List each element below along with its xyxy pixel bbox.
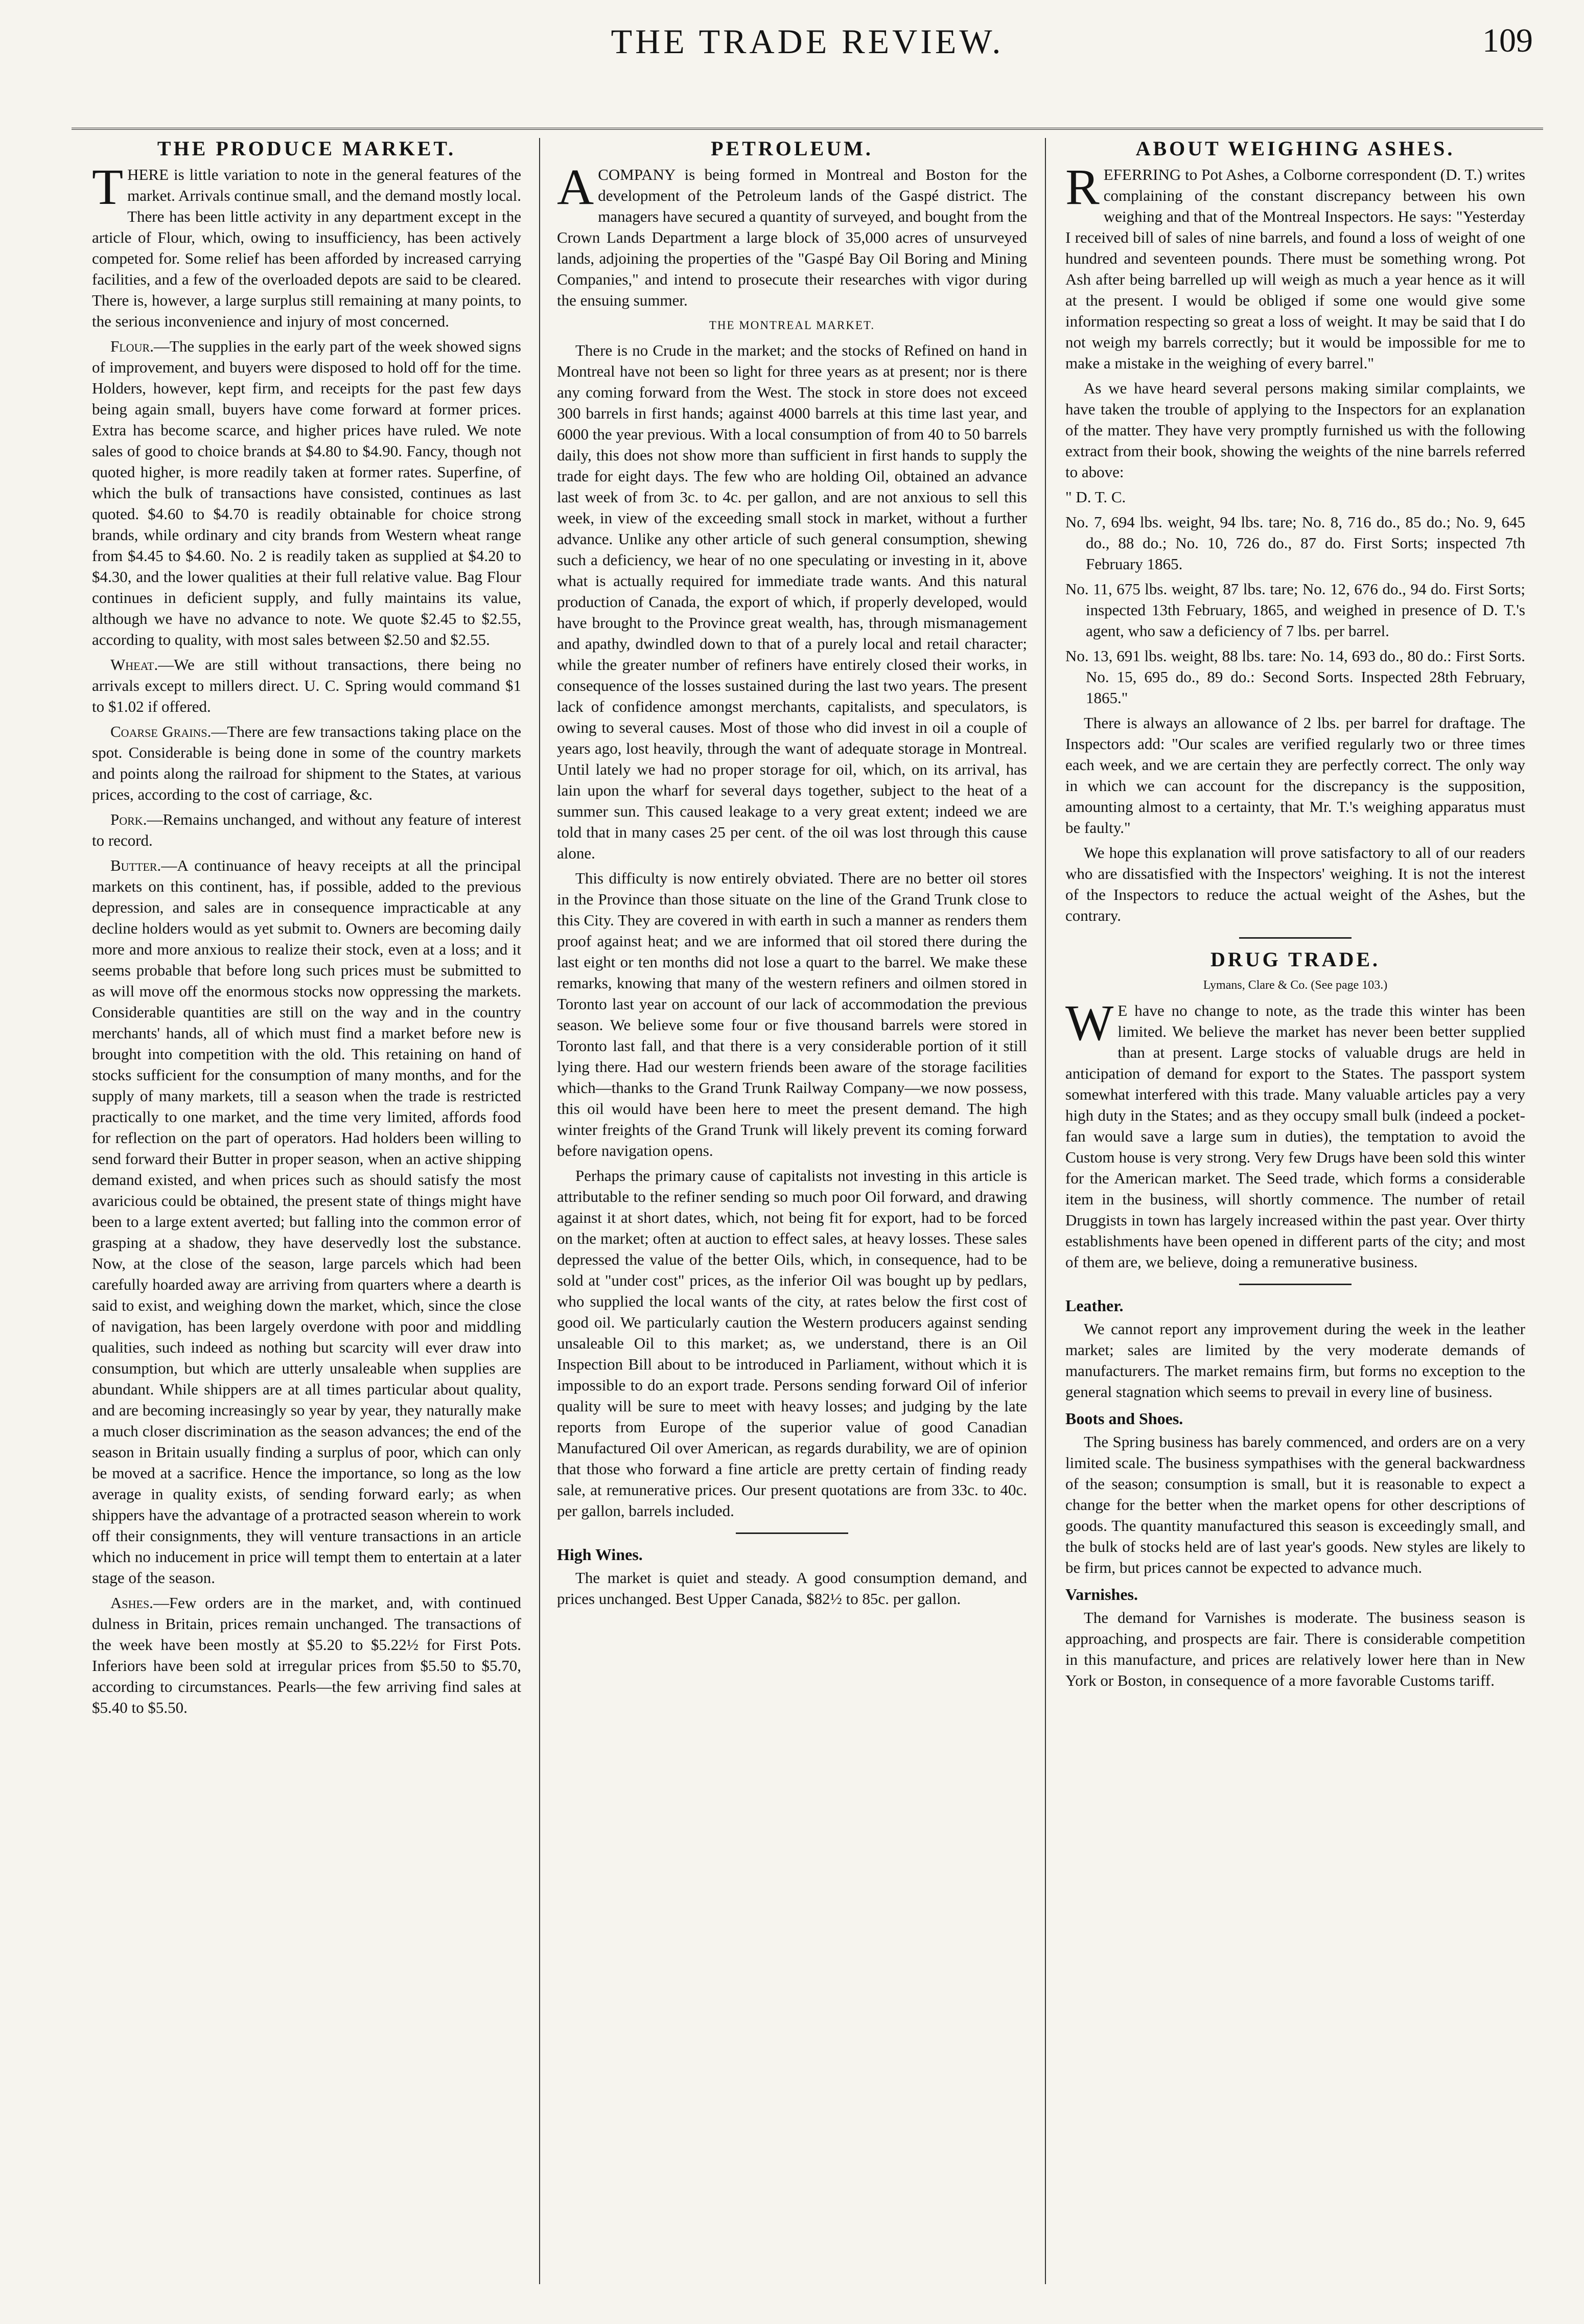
produce-pork: Pork.—Remains unchanged, and without any feature of interest to record. — [92, 810, 521, 849]
leather-text: We cannot report any improvement during the week in the leather market; sales are limited by the very moderate demands of manufacturers. The market remains firm, but forms no exception to the general stagnation which seems to prevail in every line of business. — [1065, 1320, 1525, 1401]
weighing-paragraph-3: We hope this explanation will prove satisfactory to all of our readers who are dissatisfied with the Inspectors' weighing. It is not the interest of the Inspectors to reduce the actual weight of the Ashes, but the contrary. — [1065, 844, 1525, 924]
list-item: No. 13, 691 lbs. weight, 88 lbs. tare: No. 14, 693 do., 80 do.: First Sorts. No. 15, 695 do., 89 do.: Second Sorts. Inspected 28th February, 1865." — [1065, 647, 1525, 707]
petroleum-intro: ACOMPANY is being formed in Montreal and Boston for the development of the Petroleum lands of the Gaspé district. The managers have secured a quantity of surveyed, and bought from the Crown Lands Department a large block of 35,000 acres of unsurveyed lands, adjoining the properties of the "Gaspé Bay Oil Boring and Mining Companies," and intend to prosecute their researches with vigor during the ensuing summer. — [557, 158, 1027, 309]
column-weighing-drug — [1065, 138, 1525, 2284]
drop-cap: T — [92, 158, 124, 215]
newspaper-title: THE TRADE REVIEW. — [611, 22, 1004, 61]
section-rule — [1239, 1284, 1352, 1285]
varnishes-text: The demand for Varnishes is moderate. The business season is approaching, and prospects are fair. There is considerable competition in this manufacture, and prices are relatively lower here than in New York or Boston, in consequence of a more favorable Customs tariff. — [1065, 1609, 1525, 1689]
petroleum-paragraph-1: There is no Crude in the market; and the stocks of Refined on hand in Montreal have not been so light for three years as at present; nor is there any coming forward from the West. The stock in store does not exceed 300 barrels in first hands; against 4000 barrels at this time last year, and 6000 the year previous. With a local consumption of from 40 to 50 barrels daily, this does not show more than sufficient in first hands to supply the trade for eight days. The few who are holding Oil, obtained an advance last week of from 3c. to 4c. per gallon, and are not anxious to sell this week, in view of the exceeding small stock in market, without a further advance. Unlike any other article of such general consumption, shewing such a deficiency, we hear of no one speculating or investing in it, above what is actually required for immediate trade wants. And this natural production of Canada, the export of which, if properly developed, would have brought to the Province great wealth, has, through mismanagement and apathy, dwindled down to that of a purely local and retail character; while the greater number of refiners have entirely closed their works, in consequence of the losses sustained during the last two years. The present lack of confidence amongst merchants, capitalists, and speculators, is owing to several causes. Most of those who did invest in oil a couple of years ago, lost heavily, through the want of adequate storage in Montreal. Until lately we had no proper storage for oil, which, on its arrival, has lain upon the wharf for several days together, subject to the heat of a summer sun. This caused leakage to a very great extent; indeed we are told that in many cases 25 per cent. of the oil was lost through this cause alone. — [557, 341, 1027, 862]
produce-butter: Butter.—A continuance of heavy receipts at all the principal markets on this continent, has, if possible, added to the previous depression, and sales are in consequence impracticable at any decline holders would as yet submit to. Owners are becoming daily more and more anxious to realize their stock, even at a loss; and it seems probable that before long such prices must be submitted to as will move off the enormous stocks now oppressing the markets. Considerable quantities are still on the way and in the country merchants' hands, all of which must find a market before new is brought into competition with the old. This retaining on hand of stocks sufficient for the consumption of many months, and for the supply of many markets, till a season when the trade is restricted practically to one market, and the time very limited, affords food for reflection on the part of operators. Had holders been willing to send forward their Butter in proper season, when an active shipping demand existed, and when prices such as should satisfy the most avaricious could be obtained, the present state of things might have been to a large extent averted; but falling into the common error of grasping at a shadow, they have deservedly lost the substance. Now, at the close of the season, large parcels which had been carefully hoarded away are arriving from quarters where a dearth is said to exist, and weighing down the market, which, since the close of navigation, has been largely overdone with poor and middling qualities, such indeed as nothing but scarcity will ever draw into consumption, but which are utterly unsaleable when supplies are abundant. While shippers are at all times particular about quality, and are becoming increasingly so year by year, they naturally make a much closer discrimination as the season advances; the end of the season in Britain usually finding a surplus of poor, which can only be moved at a sacrifice. Hence the importance, so long as the low average in quality exists, of sending forward early; as when shippers have the advantage of a protracted season wherein to work off their consignments, they will venture transactions in an article which no inducement in price will tempt them to entertain at a later stage of the season. — [92, 856, 521, 1587]
masthead — [72, 15, 1543, 112]
produce-coarse-grains: Coarse Grains.—There are few transactions taking place on the spot. Considerable is being done in some of the country markets and points along the railroad for shipment to the States, at various prices, according to the cost of carriage, &c. — [92, 723, 521, 803]
heading-leather: Leather. — [1065, 1296, 1124, 1315]
list-item: No. 7, 694 lbs. weight, 94 lbs. tare; No. 8, 716 do., 85 do.; No. 9, 645 do., 88 do.; No. 10, 726 do., 87 do. First Sorts; inspected 7th February 1865. — [1065, 513, 1525, 573]
heading-drug-trade: DRUG TRADE. — [1210, 948, 1381, 971]
high-wines-text: The market is quiet and steady. A good consumption demand, and prices unchanged. Best Upper Canada, $82½ to 85c. per gallon. — [557, 1569, 1027, 1608]
produce-ashes: Ashes.—Few orders are in the market, and, with continued dulness in Britain, prices remain unchanged. The transactions of the week have been mostly at $5.20 to $5.22½ for First Pots. Inferiors have been sold at irregular prices from $5.50 to $5.70, according to circumstances. Pearls—the few arriving find sales at $5.40 to $5.50. — [92, 1594, 521, 1716]
weighing-paragraph-1: As we have heard several persons making similar complaints, we have taken the trouble of applying to the Inspectors for an explanation of the matter. They have very promptly furnished us with the following extract from their book, showing the weights of the nine barrels referred to above: — [1065, 379, 1525, 481]
column-produce-market — [92, 138, 521, 2284]
produce-wheat: Wheat.—We are still without transactions, there being no arrivals except to millers direct. U. C. Spring would command $1 to $1.02 if offered. — [92, 656, 521, 715]
weighing-paragraph-2: There is always an allowance of 2 lbs. per barrel for draftage. The Inspectors add: "Our scales are verified regularly two or three times each week, and we are certain they are perfectly correct. The only way in which we can account for the discrepancy is the supposition, amounting almost to a certainty, that Mr. T.'s weighing apparatus must be faulty." — [1065, 714, 1525, 836]
inspection-list-title: " D. T. C. — [1065, 488, 1126, 506]
drug-byline: Lymans, Clare & Co. (See page 103.) — [1203, 979, 1388, 992]
list-item: No. 11, 675 lbs. weight, 87 lbs. tare; No. 12, 676 do., 94 do. First Sorts; inspected 13th February, 1865, and weighed in presence of D. T.'s agent, who saw a deficiency of 7 lbs. per barrel. — [1065, 580, 1525, 640]
boots-shoes-text: The Spring business has barely commenced, and orders are on a very limited scale. The business sympathises with the general backwardness of the season; consumption is small, but it is reasonable to expect a change for the better when the market opens for other descriptions of goods. The quantity manufactured this season is exceedingly small, and the bulk of stocks held are of last year's goods. New styles are likely to be firm, but prices cannot be expected to advance much. — [1065, 1433, 1525, 1576]
heading-high-wines: High Wines. — [557, 1545, 643, 1564]
header-rule — [72, 128, 1543, 130]
drop-cap: R — [1065, 158, 1100, 215]
drug-intro: W E have no change to note, as the trade this winter has been limited. We believe the market has never been better supplied than at present. Large stocks of valuable drugs are held in anticipation of demand for export to the States. The passport system somewhat interfered with this trade. Many valuable articles pay a very high duty in the States; and as they occupy small bulk (indeed a pocket-fan would save a large sum in duties), the temptation to avoid the Custom house is very strong. Very few Drugs have been sold this winter for the American market. The Seed trade, which forms a considerable item in the business, will shortly commence. The number of retail Druggists in town has largely increased within the past year. Over thirty establishments have been opened in different parts of the city; and most of them are, we believe, doing a remunerative business. — [1065, 994, 1525, 1271]
inspection-list — [1065, 486, 1525, 708]
column-divider-2 — [1045, 138, 1046, 2284]
drop-cap: W — [1065, 994, 1114, 1051]
petroleum-paragraph-2: This difficulty is now entirely obviated. There are no better oil stores in the Province than those situate on the line of the Grand Trunk close to this City. They are covered in with earth in such a manner as renders them proof against heat; and we are informed that oil stored there during the last eight or ten months did not lose a quart to the barrel. We make these remarks, knowing that many of the western refiners and oilmen stored in Toronto last year on account of our lack of accommodation the previous season. We believe some four or five thousand barrels were stored in Toronto last fall, and that there is a very considerable portion of it still lying there. Had our western friends been aware of the storage facilities which—thanks to the Grand Trunk Railway Company—we now possess, this oil would have been here to meet the present demand. The high winter freights of the Grand Trunk will likely prevent its coming forward before navigation opens. — [557, 869, 1027, 1159]
heading-petroleum: PETROLEUM. — [711, 138, 873, 160]
heading-varnishes: Varnishes. — [1065, 1585, 1138, 1603]
heading-weighing-ashes: ABOUT WEIGHING ASHES. — [1135, 138, 1455, 160]
heading-produce-market: THE PRODUCE MARKET. — [157, 138, 456, 160]
weighing-intro: REFERRING to Pot Ashes, a Colborne correspondent (D. T.) writes complaining of the constant discrepancy between his own weighing and that of the Montreal Inspectors. He says: "Yesterday I received bill of sales of nine barrels, and found a loss of weight of one hundred and seventeen pounds. There must be something wrong. Pot Ash after being barrelled up will weigh as much a year hence as it will at the present. I would be obliged if some one would give some information respecting so great a loss of weight. It may be said that I do not weigh my barrels correctly; but it would be impossible for me to make a mistake in the weighing of every barrel." — [1065, 158, 1525, 372]
petroleum-paragraph-3: Perhaps the primary cause of capitalists not investing in this article is attributable to the refiner sending so much poor Oil forward, and drawing against it at short dates, which, not being fit for export, had to be forced on the market; often at auction to effect sales, at heavy losses. These sales depressed the value of the better Oils, which, in consequence, had to be sold at "under cost" prices, as the inferior Oil was bought up by pedlars, who supplied the local wants of the city, at rates below the first cost of good oil. We particularly caution the Western producers against sending unsaleable Oil to this market; as, we understand, there is an Oil Inspection Bill about to be introduced in Parliament, without which it is impossible to do an export trade. Persons sending forward Oil of inferior quality will be sure to meet with heavy losses; and judging by the late reports from Europe of the superior value of good Canadian Manufactured Oil over American, as regards durability, we are of opinion that those who forward a fine article are pretty certain of finding ready sale, at remunerative prices. Our present quotations are from 33c. to 40c. per gallon, barrels included. — [557, 1167, 1027, 1520]
produce-intro: THERE is little variation to note in the general features of the market. Arrivals continue small, and the demand mostly local. There has been little activity in any department except in the article of Flour, which, owing to insufficiency, has been actively competed for. Some relief has been afforded by increased carrying facilities, and a few of the overloaded depots are said to be cleared. There is, however, a large surplus still remaining at many points, to the serious inconvenience and injury of most concerned. — [92, 158, 521, 330]
produce-flour: Flour.—The supplies in the early part of the week showed signs of improvement, and buyers were disposed to hold off for the time. Holders, however, kept firm, and receipts for the past few days being again small, buyers have come forward at former prices. Extra has become scarce, and higher prices have ruled. We note sales of good to choice brands at $4.80 to $4.90. Fancy, though not quoted higher, is more readily taken at former rates. Superfine, of which the bulk of transactions have consisted, continues as last quoted. $4.60 to $4.70 is readily obtainable for choice strong brands, while ordinary and city brands from Western wheat range from $4.45 to $4.60. No. 2 is readily taken as supplied at $4.20 to $4.30, and the lower qualities at their full relative value. Bag Flour continues in deficient supply, and fully maintains its value, although we have no advance to note. We quote $2.45 to $2.55, according to quality, with most sales between $2.50 and $2.55. — [92, 337, 521, 648]
drop-cap: A — [557, 158, 594, 215]
section-rule — [736, 1532, 848, 1534]
page-number: 109 — [1482, 22, 1533, 59]
subheading-montreal-market: THE MONTREAL MARKET. — [709, 319, 875, 332]
column-divider-1 — [539, 138, 540, 2284]
column-petroleum — [557, 138, 1027, 2284]
heading-boots-shoes: Boots and Shoes. — [1065, 1409, 1183, 1428]
section-rule — [1239, 937, 1352, 939]
